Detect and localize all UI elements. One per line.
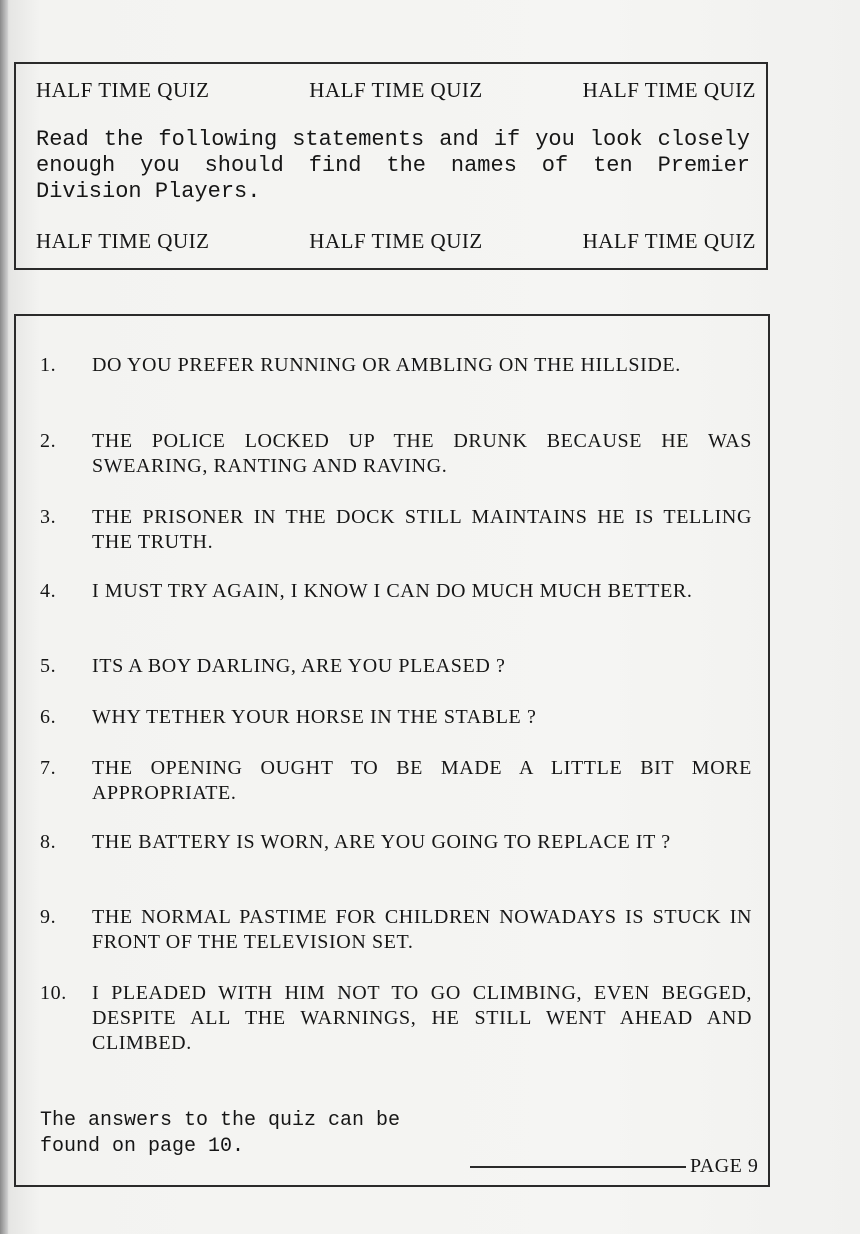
question-number: 7.	[40, 757, 57, 779]
banner-bottom	[36, 229, 756, 254]
question-item	[40, 429, 752, 479]
question-number: 3.	[40, 506, 57, 528]
question-number: 6.	[40, 706, 57, 728]
question-text: THE OPENING OUGHT TO BE MADE A LITTLE BIT MORE APPROPRIATE.	[92, 757, 752, 804]
answers-note: The answers to the quiz can be found on page 10.	[40, 1109, 401, 1158]
question-item	[40, 353, 752, 378]
question-text: I MUST TRY AGAIN, I KNOW I CAN DO MUCH MUCH BETTER.	[92, 580, 693, 602]
question-number: 4.	[40, 580, 57, 602]
quiz-intro: Read the following statements and if you look closely enough you should find the names of ten Premier Division Players.	[36, 127, 750, 204]
question-item	[40, 654, 752, 679]
question-number: 8.	[40, 831, 57, 853]
question-item	[40, 905, 752, 955]
question-item	[40, 505, 752, 555]
question-item	[40, 756, 752, 806]
question-text: DO YOU PREFER RUNNING OR AMBLING ON THE HILLSIDE.	[92, 354, 681, 376]
banner-text: HALF TIME QUIZ	[309, 78, 483, 102]
question-text: THE NORMAL PASTIME FOR CHILDREN NOWADAYS IS STUCK IN FRONT OF THE TELEVISION SET.	[92, 906, 752, 953]
banner-text: HALF TIME QUIZ	[309, 229, 483, 253]
banner-text: HALF TIME QUIZ	[36, 78, 210, 102]
banner-top	[36, 78, 756, 103]
question-number: 2.	[40, 430, 57, 452]
question-text: I PLEADED WITH HIM NOT TO GO CLIMBING, EVEN BEGGED, DESPITE ALL THE WARNINGS, HE STILL WENT AHEAD AND CLIMBED.	[92, 982, 752, 1054]
question-item	[40, 830, 752, 855]
question-number: 1.	[40, 354, 57, 376]
question-item	[40, 981, 752, 1056]
banner-text: HALF TIME QUIZ	[582, 78, 756, 102]
question-number: 5.	[40, 655, 57, 677]
question-text: THE POLICE LOCKED UP THE DRUNK BECAUSE HE WAS SWEARING, RANTING AND RAVING.	[92, 430, 752, 477]
question-number: 10.	[40, 982, 67, 1004]
page-rule	[470, 1166, 686, 1168]
banner-text: HALF TIME QUIZ	[582, 229, 756, 253]
question-text: ITS A BOY DARLING, ARE YOU PLEASED ?	[92, 655, 506, 677]
question-number: 9.	[40, 906, 57, 928]
question-text: WHY TETHER YOUR HORSE IN THE STABLE ?	[92, 706, 537, 728]
page-edge-shadow	[0, 0, 8, 1234]
banner-text: HALF TIME QUIZ	[36, 229, 210, 253]
question-item	[40, 579, 752, 604]
question-item	[40, 705, 752, 730]
page-number: PAGE 9	[690, 1155, 759, 1177]
question-text: THE PRISONER IN THE DOCK STILL MAINTAINS HE IS TELLING THE TRUTH.	[92, 506, 752, 553]
question-text: THE BATTERY IS WORN, ARE YOU GOING TO REPLACE IT ?	[92, 831, 671, 853]
